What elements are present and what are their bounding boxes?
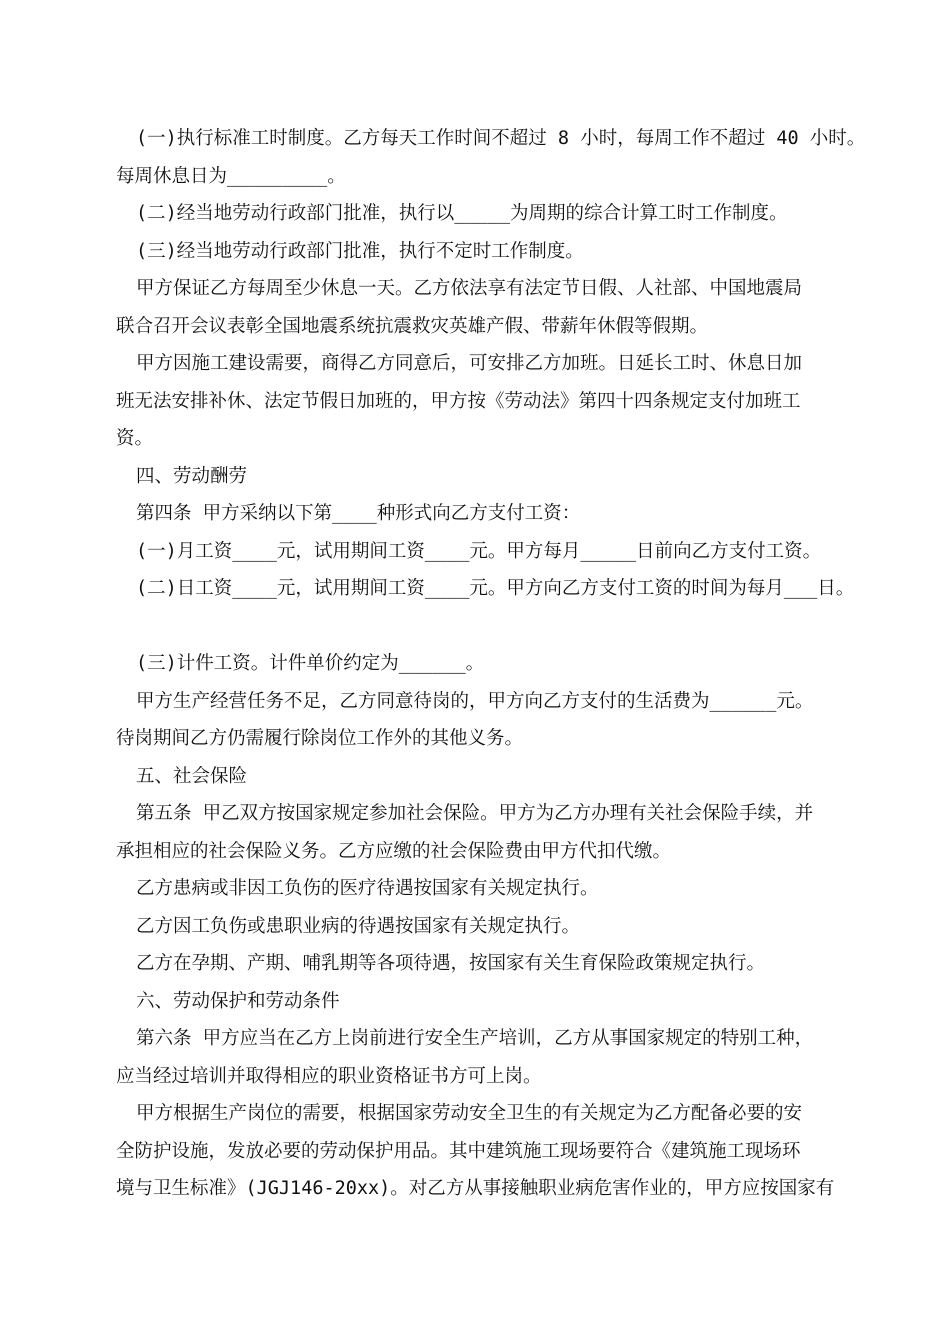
- paragraph-line: 境与卫生标准》(JGJ146-20xx)。对乙方从事接触职业病危害作业的，甲方应按国家有: [116, 1178, 835, 1199]
- paragraph-line: 甲方生产经营任务不足，乙方同意待岗的，甲方向乙方支付的生活费为______元。: [136, 690, 814, 712]
- paragraph-line: 全防护设施，发放必要的劳动保护用品。其中建筑施工现场要符合《建筑施工现场环: [116, 1140, 801, 1162]
- article-line: 第六条 甲方应当在乙方上岗前进行安全生产培训，乙方从事国家规定的特别工种，: [136, 1028, 814, 1049]
- paragraph-line: (三)计件工资。计件单价约定为______。: [136, 653, 485, 674]
- paragraph-line: 班无法安排补休、法定节假日加班的，甲方按《劳动法》第四十四条规定支付加班工: [116, 390, 801, 412]
- paragraph-line: 承担相应的社会保险义务。乙方应缴的社会保险费由甲方代扣代缴。: [116, 840, 672, 862]
- paragraph-line: 甲方因施工建设需要，商得乙方同意后，可安排乙方加班。日延长工时、休息日加: [136, 353, 803, 374]
- paragraph-line: (三)经当地劳动行政部门批准，执行不定时工作制度。: [136, 240, 584, 262]
- paragraph-line: (一)月工资____元，试用期间工资____元。甲方每月_____日前向乙方支付工资。: [136, 540, 822, 562]
- paragraph-line: 乙方在孕期、产期、哺乳期等各项待遇，按国家有关生育保险政策规定执行。: [136, 953, 766, 974]
- document-body: [116, 120, 866, 1208]
- paragraph-line: (二)日工资____元，试用期间工资____元。甲方向乙方支付工资的时间为每月___日。: [136, 578, 855, 599]
- blank-gap: [116, 608, 841, 646]
- article-line: 第五条 甲乙双方按国家规定参加社会保险。甲方为乙方办理有关社会保险手续，并: [136, 803, 814, 824]
- paragraph-line: 乙方因工负伤或患职业病的待遇按国家有关规定执行。: [136, 915, 581, 937]
- section-heading: 四、劳动酬劳: [136, 465, 248, 487]
- paragraph-line: 应当经过培训并取得相应的职业资格证书方可上岗。: [116, 1065, 542, 1087]
- article-line: 第四条 甲方采纳以下第____种形式向乙方支付工资：: [136, 503, 581, 524]
- paragraph-line: 甲方根据生产岗位的需要，根据国家劳动安全卫生的有关规定为乙方配备必要的安: [136, 1103, 803, 1124]
- section-heading: 六、劳动保护和劳动条件: [136, 990, 340, 1012]
- paragraph-line: 资。: [116, 428, 154, 449]
- paragraph-line: 乙方患病或非因工负伤的医疗待遇按国家有关规定执行。: [136, 878, 599, 899]
- section-heading: 五、社会保险: [136, 765, 248, 787]
- paragraph-line: 每周休息日为_________。: [116, 165, 346, 187]
- paragraph-line: (一)执行标准工时制度。乙方每天工作时间不超过 8 小时，每周工作不超过 40 小时。: [136, 128, 866, 149]
- paragraph-line: 甲方保证乙方每周至少休息一天。乙方依法享有法定节日假、人社部、中国地震局: [136, 278, 803, 299]
- paragraph-line: 待岗期间乙方仍需履行除岗位工作外的其他义务。: [116, 728, 524, 749]
- paragraph-line: 联合召开会议表彰全国地震系统抗震救灾英雄产假、带薪年休假等假期。: [116, 315, 709, 337]
- paragraph-line: (二)经当地劳动行政部门批准，执行以_____为周期的综合计算工时工作制度。: [136, 203, 788, 224]
